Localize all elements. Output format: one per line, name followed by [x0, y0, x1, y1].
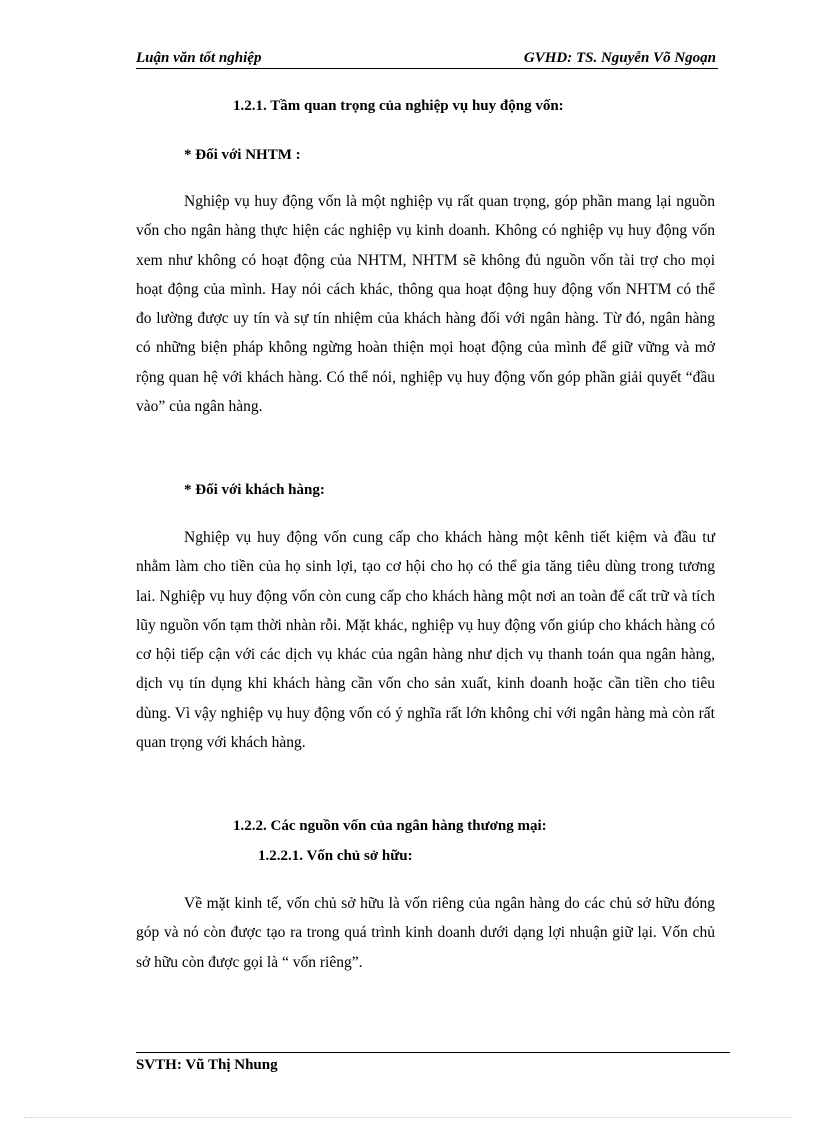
page-edge-divider	[24, 1117, 792, 1118]
thesis-label: Luận văn tốt nghiệp	[136, 50, 262, 66]
advisor-label: GVHD: TS. Nguyễn Võ Ngoạn	[523, 50, 716, 66]
section-1-2-2-1-title: 1.2.2.1. Vốn chủ sở hữu:	[258, 848, 413, 864]
section-1-2-1-title: 1.2.1. Tầm quan trọng của nghiệp vụ huy động vốn:	[233, 98, 564, 114]
customer-paragraph: Nghiệp vụ huy động vốn cung cấp cho khách hàng một kênh tiết kiệm và đầu tư nhằm làm cho tiền của họ sinh lợi, tạo cơ hội cho họ có thể gia tăng tiêu dùng trong tương lai. Nghiệp vụ huy động vốn còn cung cấp cho khách hàng một nơi an toàn để cất trữ và tích lũy nguồn vốn tạm thời nhàn rỗi. Mặt khác, nghiệp vụ huy động vốn giúp cho khách hàng có cơ hội tiếp cận với các dịch vụ khác của ngân hàng như dịch vụ thanh toán qua ngân hàng, dịch vụ tín dụng khi khách hàng cần vốn cho sản xuất, kinh doanh hoặc cần tiền cho tiêu dùng. Vì vậy nghiệp vụ huy động vốn có ý nghĩa rất lớn không chỉ với ngân hàng mà còn rất quan trọng với khách hàng.	[136, 529, 715, 752]
page-header	[136, 48, 718, 69]
section-1-2-2-title: 1.2.2. Các nguồn vốn của ngân hàng thương mại:	[233, 818, 547, 834]
customer-heading: * Đối với khách hàng:	[184, 482, 325, 498]
nhtm-heading: * Đối với NHTM :	[184, 147, 301, 163]
footer-divider	[136, 1052, 730, 1053]
equity-paragraph: Về mặt kinh tế, vốn chủ sở hữu là vốn riêng của ngân hàng do các chủ sở hữu đóng góp và nó còn được tạo ra trong quá trình kinh doanh dưới dạng lợi nhuận giữ lại. Vốn chủ sở hữu còn được gọi là “ vốn riêng”.	[136, 895, 715, 971]
nhtm-paragraph: Nghiệp vụ huy động vốn là một nghiệp vụ rất quan trọng, góp phần mang lại nguồn vốn cho ngân hàng thực hiện các nghiệp vụ kinh doanh. Không có nghiệp vụ huy động vốn xem như không có hoạt động của NHTM, NHTM sẽ không đủ nguồn vốn tài trợ cho mọi hoạt động của mình. Hay nói cách khác, thông qua hoạt động huy động vốn NHTM có thể đo lường được uy tín và sự tín nhiệm của khách hàng đối với ngân hàng. Từ đó, ngân hàng có những biện pháp không ngừng hoàn thiện mọi hoạt động của mình để giữ vững và mở rộng quan hệ với khách hàng. Có thể nói, nghiệp vụ huy động vốn góp phần giải quyết “đầu vào” của ngân hàng.	[136, 193, 715, 416]
student-author: SVTH: Vũ Thị Nhung	[136, 1057, 278, 1073]
